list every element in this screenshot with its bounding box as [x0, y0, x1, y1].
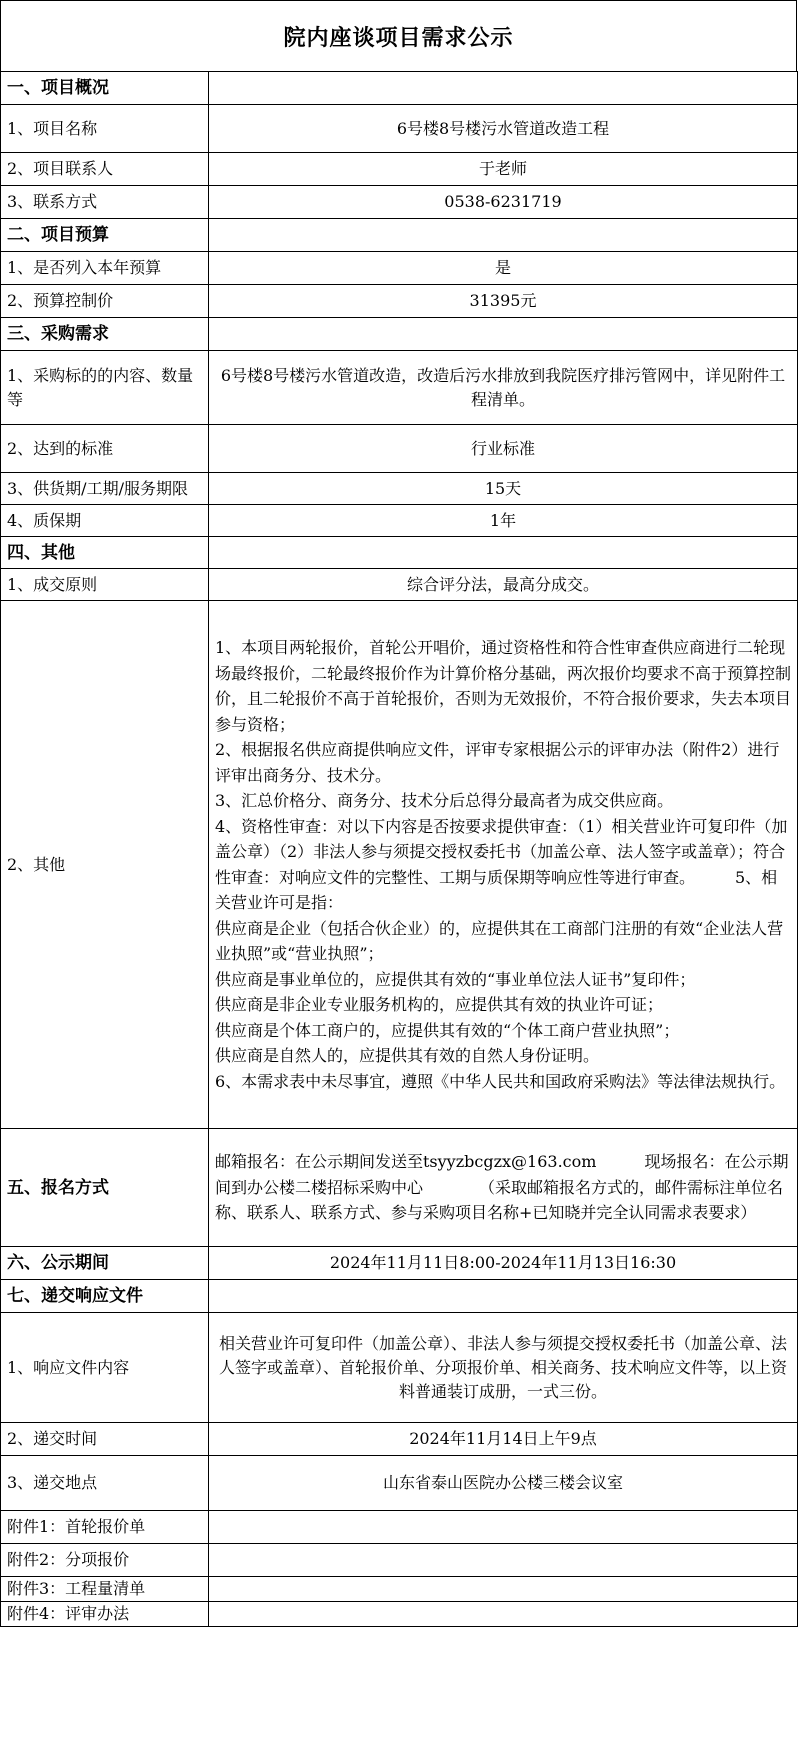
empty-cell — [209, 318, 798, 351]
deal-principle-value: 综合评分法，最高分成交。 — [209, 569, 798, 601]
section-heading: 七、递交响应文件 — [1, 1280, 209, 1313]
response-content-value: 相关营业许可复印件（加盖公章）、非法人参与须提交授权委托书（加盖公章、法人签字或盖章）、首轮报价单、分项报价单、相关商务、技术响应文件等，以上资料普通装订成册，一式三份。 — [209, 1313, 798, 1423]
table-row — [1, 601, 798, 1129]
row-label: 3、供货期/工期/服务期限 — [7, 478, 188, 498]
attachment-row — [1, 1544, 798, 1577]
section-heading: 六、公示期间 — [1, 1247, 209, 1280]
terms-paragraph: 供应商是事业单位的，应提供其有效的“事业单位法人证书”复印件； — [215, 969, 696, 989]
terms-paragraph: 2、根据报名供应商提供响应文件，评审专家根据公示的评审办法（附件2）进行评审出商务分、技术分。 — [215, 740, 780, 785]
terms-paragraph: 供应商是企业（包括合伙企业）的，应提供其在工商部门注册的有效“企业法人营业执照”或“营业执照”； — [215, 918, 784, 963]
terms-paragraph: 4、资格性审查：对以下内容是否按要求提供审查：（1）相关营业许可复印件（加盖公章）（2）非法人参与须提交授权委托书（加盖公章、法人签字或盖章）；符合性审查：对响应文件的完整性、工期与质保期等响应性等进行审查。 5、相关营业许可是指： — [215, 816, 788, 912]
period-value: 15天 — [209, 473, 798, 505]
table-row — [1, 1423, 798, 1456]
row-label: 1、采购标的的内容、数量等 — [1, 351, 209, 425]
attachment-row — [1, 1602, 798, 1627]
section-row — [1, 219, 798, 252]
table-row — [1, 505, 798, 537]
attachment-label: 附件1：首轮报价单 — [1, 1511, 209, 1544]
row-label: 3、递交地点 — [1, 1456, 209, 1511]
section-row — [1, 72, 798, 105]
attachment-label: 附件2：分项报价 — [1, 1544, 209, 1577]
attachment-value — [209, 1544, 798, 1577]
table-row — [1, 285, 798, 318]
contact-phone-value: 0538-6231719 — [209, 186, 798, 219]
row-label: 2、预算控制价 — [1, 285, 209, 318]
table-row — [1, 1456, 798, 1511]
submit-time-value: 2024年11月14日上午9点 — [209, 1423, 798, 1456]
terms-paragraph: 3、汇总价格分、商务分、技术分后总得分最高者为成交供应商。 — [215, 791, 674, 810]
attachment-label: 附件4：评审办法 — [1, 1602, 209, 1627]
warranty-value: 1年 — [209, 505, 798, 537]
table-row — [1, 425, 798, 473]
registration-value: 邮箱报名：在公示期间发送至tsyyzbcgzx@163.com 现场报名：在公示期间到办公楼二楼招标采购中心 （采取邮箱报名方式的，邮件需标注单位名称、联系人、联系方式、参与采购项目名称+已知晓并完全认同需求表要求） — [209, 1129, 798, 1247]
terms-paragraph: 6、本需求表中未尽事宜，遵照《中华人民共和国政府采购法》等法律法规执行。 — [215, 1071, 786, 1091]
attachment-value — [209, 1511, 798, 1544]
attachment-value — [209, 1602, 798, 1627]
section-heading: 四、其他 — [1, 537, 209, 569]
empty-cell — [209, 1280, 798, 1313]
other-terms — [209, 601, 798, 1129]
attachment-row — [1, 1577, 798, 1602]
in-budget-value: 是 — [209, 252, 798, 285]
section-heading: 五、报名方式 — [1, 1129, 209, 1247]
procurement-content-value: 6号楼8号楼污水管道改造，改造后污水排放到我院医疗排污管网中，详见附件工程清单。 — [209, 351, 798, 425]
terms-paragraph: 供应商是非企业专业服务机构的，应提供其有效的执业许可证； — [215, 995, 664, 1014]
table-row — [1, 569, 798, 601]
row-label: 2、项目联系人 — [1, 153, 209, 186]
attachment-label: 附件3：工程量清单 — [1, 1577, 209, 1602]
row-label: 1、成交原则 — [1, 569, 209, 601]
row-label: 2、递交时间 — [1, 1423, 209, 1456]
notice-table — [0, 71, 798, 1627]
table-row — [1, 105, 798, 153]
table-row — [1, 186, 798, 219]
table-row — [1, 153, 798, 186]
table-row — [1, 351, 798, 425]
submit-place-value: 山东省泰山医院办公楼三楼会议室 — [209, 1456, 798, 1511]
attachment-row — [1, 1511, 798, 1544]
empty-cell — [209, 219, 798, 252]
table-row — [1, 473, 798, 505]
empty-cell — [209, 72, 798, 105]
section-row — [1, 1129, 798, 1247]
row-label: 1、是否列入本年预算 — [1, 252, 209, 285]
terms-paragraph: 供应商是个体工商户的，应提供其有效的“个体工商户营业执照”； — [215, 1020, 680, 1040]
section-row — [1, 1247, 798, 1280]
row-label-cell — [1, 473, 209, 505]
section-row — [1, 318, 798, 351]
row-label: 2、其他 — [1, 601, 209, 1129]
publicity-period-value: 2024年11月11日8:00-2024年11月13日16:30 — [209, 1247, 798, 1280]
contact-person-value: 于老师 — [209, 153, 798, 186]
section-heading: 三、采购需求 — [1, 318, 209, 351]
row-label: 1、响应文件内容 — [1, 1313, 209, 1423]
row-label: 4、质保期 — [1, 505, 209, 537]
section-heading: 二、项目预算 — [1, 219, 209, 252]
row-label: 3、联系方式 — [1, 186, 209, 219]
attachment-value — [209, 1577, 798, 1602]
section-heading: 一、项目概况 — [1, 72, 209, 105]
row-label: 1、项目名称 — [1, 105, 209, 153]
section-row — [1, 537, 798, 569]
terms-paragraph: 1、本项目两轮报价，首轮公开唱价，通过资格性和符合性审查供应商进行二轮现场最终报价，二轮最终报价作为计算价格分基础，两次报价均要求不高于预算控制价，且二轮报价不高于首轮报价，否则为无效报价，不符合报价要求，失去本项目参与资格； — [215, 638, 792, 734]
table-row — [1, 252, 798, 285]
section-row — [1, 1280, 798, 1313]
row-label: 2、达到的标准 — [1, 425, 209, 473]
table-row — [1, 1313, 798, 1423]
empty-cell — [209, 537, 798, 569]
standard-value: 行业标准 — [209, 425, 798, 473]
terms-paragraph: 供应商是自然人的，应提供其有效的自然人身份证明。 — [215, 1046, 600, 1065]
project-name-value: 6号楼8号楼污水管道改造工程 — [209, 105, 798, 153]
budget-price-value: 31395元 — [209, 285, 798, 318]
page-title: 院内座谈项目需求公示 — [0, 0, 797, 71]
